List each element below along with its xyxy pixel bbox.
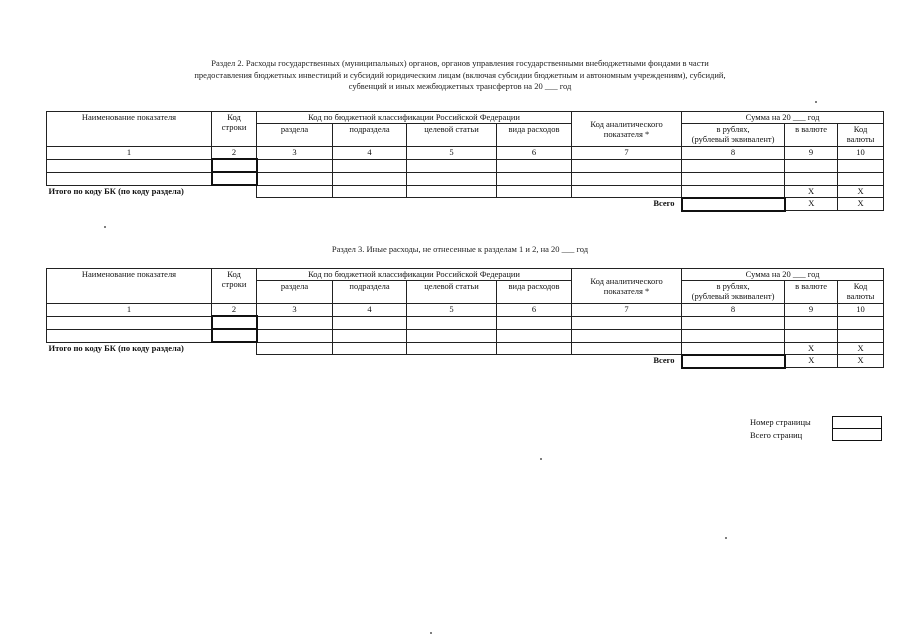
header-cur-code-1: Код [853,281,868,291]
row-expense-cell[interactable] [497,172,572,185]
grand-total-label: Всего [653,198,675,208]
row-target-cell[interactable] [407,159,497,172]
total-pages-box[interactable] [832,428,882,441]
row-indicator-cell[interactable] [47,172,212,185]
col-number: 1 [47,304,212,317]
row-razdel-cell[interactable] [257,172,333,185]
grand-total-row [47,355,884,368]
table-row [47,316,884,329]
col-number: 7 [572,147,682,160]
header-line-code-1: Код [227,269,241,279]
section3-table [46,268,884,369]
header-rub-2: (рублевый эквивалент) [691,291,775,301]
x-mark: X [838,342,884,355]
col-number: 2 [212,304,257,317]
total-razdel-cell[interactable] [257,185,333,198]
header-rub-1: в рублях, [716,124,750,134]
section2-title [140,58,780,93]
header-line-code-2: строки [221,122,247,132]
col-number: 9 [785,147,838,160]
total-by-bk-label: Итого по коду БК (по коду раздела) [48,186,184,196]
row-razdel-cell[interactable] [257,316,333,329]
col-number: 3 [257,147,333,160]
scan-speck [104,226,106,228]
header-rub [682,281,785,304]
header-podrazdel: подраздела [333,124,407,147]
total-by-bk-row [47,342,884,355]
header-razdel: раздела [257,281,333,304]
total-target-cell[interactable] [407,342,497,355]
row-cur-code-cell[interactable] [838,316,884,329]
header-rub-1: в рублях, [716,281,750,291]
total-expense-cell[interactable] [497,185,572,198]
row-code-cell[interactable] [212,316,257,329]
col-number: 8 [682,304,785,317]
col-number: 6 [497,147,572,160]
row-analytic-cell[interactable] [572,172,682,185]
row-expense-cell[interactable] [497,159,572,172]
header-rub [682,124,785,147]
row-podrazdel-cell[interactable] [333,329,407,342]
header-bk-code: Код по бюджетной классификации Российской Федерации [257,269,572,281]
x-mark: X [785,342,838,355]
header-line-code-2: строки [221,279,247,289]
header-analytic-code [572,112,682,147]
page-number-label: Номер страницы [750,417,811,427]
row-cur-code-cell[interactable] [838,329,884,342]
header-analytic-1: Код аналитического [590,119,663,129]
header-cur-code-2: валюты [846,291,875,301]
row-analytic-cell[interactable] [572,159,682,172]
x-mark: X [785,185,838,198]
row-currency-cell[interactable] [785,172,838,185]
header-line-code-1: Код [227,112,241,122]
total-analytic-cell[interactable] [572,342,682,355]
row-target-cell[interactable] [407,316,497,329]
col-number: 9 [785,304,838,317]
header-analytic-1: Код аналитического [590,276,663,286]
header-sum: Сумма на 20 ___ год [682,269,884,281]
col-number: 4 [333,304,407,317]
row-code-cell[interactable] [212,159,257,172]
total-expense-cell[interactable] [497,342,572,355]
x-mark: X [838,355,884,368]
col-number: 7 [572,304,682,317]
header-line-code [212,112,257,147]
header-expense-type: вида расходов [497,281,572,304]
row-podrazdel-cell[interactable] [333,159,407,172]
scan-speck [815,101,817,103]
header-currency: в валюте [785,281,838,304]
row-target-cell[interactable] [407,172,497,185]
table-row [47,159,884,172]
total-podrazdel-cell[interactable] [333,185,407,198]
header-cur-code-2: валюты [846,134,875,144]
header-analytic-code [572,269,682,304]
row-code-cell[interactable] [212,329,257,342]
section3-title: Раздел 3. Иные расходы, не отнесенные к разделам 1 и 2, на 20 ___ год [331,244,589,254]
row-indicator-cell[interactable] [47,329,212,342]
row-razdel-cell[interactable] [257,159,333,172]
table-row [47,329,884,342]
col-number: 1 [47,147,212,160]
total-analytic-cell[interactable] [572,185,682,198]
table-row [47,172,884,185]
header-cur-code [838,124,884,147]
row-expense-cell[interactable] [497,329,572,342]
col-number: 10 [838,304,884,317]
col-number: 2 [212,147,257,160]
row-podrazdel-cell[interactable] [333,316,407,329]
section2-title-line3: субвенций и иных межбюджетных трансфертов на 20 ___ год [348,81,572,91]
row-currency-cell[interactable] [785,329,838,342]
grand-total-rub-cell[interactable] [682,355,785,368]
col-number: 4 [333,147,407,160]
x-mark: X [838,185,884,198]
section2-title-line2: предоставления бюджетных инвестиций и субсидий юридическим лицам (включая субсидии бюджетным и автономным учреждениям), субсидий, [194,69,726,80]
row-rub-cell[interactable] [682,172,785,185]
total-by-bk-label: Итого по коду БК (по коду раздела) [48,343,184,353]
row-cur-code-cell[interactable] [838,159,884,172]
scan-speck [540,458,542,460]
scan-speck [725,537,727,539]
x-mark: X [785,198,838,211]
header-sum: Сумма на 20 ___ год [682,112,884,124]
header-line-code [212,269,257,304]
header-target: целевой статьи [407,124,497,147]
header-razdel: раздела [257,124,333,147]
x-mark: X [785,355,838,368]
x-mark: X [838,198,884,211]
row-razdel-cell[interactable] [257,329,333,342]
section2-title-line1: Раздел 2. Расходы государственных (муниципальных) органов, органов управления государственными внебюджетными фондами в части [211,58,709,68]
header-cur-code [838,281,884,304]
col-number: 6 [497,304,572,317]
header-analytic-2: показателя * [603,129,650,139]
col-number: 5 [407,304,497,317]
row-currency-cell[interactable] [785,316,838,329]
row-rub-cell[interactable] [682,316,785,329]
total-by-bk-row [47,185,884,198]
col-number: 5 [407,147,497,160]
header-target: целевой статьи [407,281,497,304]
col-number: 8 [682,147,785,160]
grand-total-label: Всего [653,355,675,365]
total-podrazdel-cell[interactable] [333,342,407,355]
row-rub-cell[interactable] [682,159,785,172]
total-pages-label: Всего страниц [750,430,803,440]
row-target-cell[interactable] [407,329,497,342]
header-rub-2: (рублевый эквивалент) [691,134,775,144]
row-code-cell[interactable] [212,172,257,185]
row-analytic-cell[interactable] [572,329,682,342]
col-number: 3 [257,304,333,317]
row-cur-code-cell[interactable] [838,172,884,185]
col-number: 10 [838,147,884,160]
row-expense-cell[interactable] [497,316,572,329]
total-razdel-cell[interactable] [257,342,333,355]
total-rub-cell[interactable] [682,342,785,355]
row-analytic-cell[interactable] [572,316,682,329]
section2-table [46,111,884,212]
header-indicator: Наименование показателя [47,269,212,304]
scan-speck [430,632,432,634]
header-podrazdel: подраздела [333,281,407,304]
row-indicator-cell[interactable] [47,159,212,172]
row-podrazdel-cell[interactable] [333,172,407,185]
row-rub-cell[interactable] [682,329,785,342]
row-currency-cell[interactable] [785,159,838,172]
header-indicator: Наименование показателя [47,112,212,147]
row-indicator-cell[interactable] [47,316,212,329]
header-currency: в валюте [785,124,838,147]
grand-total-rub-cell[interactable] [682,198,785,211]
total-target-cell[interactable] [407,185,497,198]
header-analytic-2: показателя * [603,286,650,296]
header-bk-code: Код по бюджетной классификации Российской Федерации [257,112,572,124]
grand-total-row [47,198,884,211]
header-cur-code-1: Код [853,124,868,134]
total-rub-cell[interactable] [682,185,785,198]
header-expense-type: вида расходов [497,124,572,147]
